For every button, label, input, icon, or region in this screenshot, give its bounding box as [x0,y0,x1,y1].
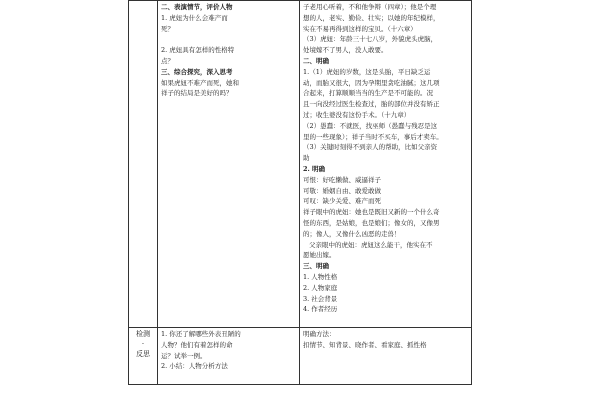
lesson-table [128,0,472,385]
left-text-line: 如果虎妞不难产而死，她和 [161,78,239,87]
right-text-line: （3）虎妞：年龄三十七八岁，外貌虎头虎脑， [303,35,438,44]
left-text-line: 点？ [161,56,174,65]
left-text-line: 祥子的结局是美好的吗？ [161,89,233,98]
left-text-heading: 二、表演情节，评价人物 [161,3,233,11]
method-heading: 明确方法： [303,330,336,338]
test-question-line: 1. 你还了解哪些外表丑陋的 [161,330,241,338]
right-text-line: 可敬：婚姻自由、敢爱敢做 [303,186,381,195]
right-text-line: 合起来，打算顺顺当当的生产是不可能的。况 [303,89,433,98]
right-column-content [303,2,468,315]
summary-line: 2. 小结：人物分析方法 [161,362,228,371]
right-text-line: 里的一些现象）；祥子当时不买车，事后才卖车。 [303,132,443,141]
method-cell [300,328,472,385]
right-text-line: 愿她出嫁。 [303,251,336,260]
right-text-line: 可叹：缺少关爱、难产而死 [303,197,381,206]
table-row [129,1,472,328]
left-text-line: 2. 虎妞具有怎样的性格特 [161,46,235,55]
left-text-line [161,34,296,45]
right-text-line: 处境嫁不了男人，没人敢要。 [303,46,388,55]
right-text-line: 子老用心听着，不和他争辩（四章）；他是个理 [303,3,437,11]
row-label-test-reflect [129,328,158,385]
right-text-line: 助 [303,154,310,163]
left-text-line: 死？ [161,24,174,33]
left-column-content [161,2,296,99]
test-question-cell [158,328,300,385]
right-text-line: 1.（1）虎妞的岁数，这是头胎，平日缺乏运 [303,67,431,76]
row-label-line: · [141,340,145,348]
right-text-line: 且一向没经过医生检查过，胎的部位并没有矫正 [303,100,440,109]
row-label-line: 检测 [136,330,150,338]
left-text-heading: 三、综合探究，深入思考 [161,67,233,76]
right-text-line: 想的人，老实、勤俭、壮实；以她的年纪模样， [303,13,440,22]
right-text-line: 怪的东西，是姑娘，也是娘们；像女的，又像男 [303,218,440,227]
right-text-line: 3. 社会背景 [303,294,338,303]
right-text-line: 实在不易再得到这样的宝贝。（十六章） [303,24,417,33]
right-text-line: 父亲眼中的虎妞：虎妞这么能干，他实在不 [309,240,433,249]
right-text-heading: 2. 明确 [303,164,326,173]
row-label-line: 反思 [136,350,150,358]
row-label-empty [129,1,158,328]
right-text-line: （2）愚蠢：不就医，找巫师（愚蠢与残忍是这 [303,121,438,130]
right-text-line: 2. 人物家庭 [303,283,338,292]
right-text-line: 4. 作者经历 [303,305,338,314]
right-text-line: 祥子眼中的虎妞：她也是既旧又新的一个什么奇 [303,208,440,217]
right-text-line: 1. 人物性格 [303,272,338,281]
left-column-cell [158,1,300,328]
right-text-heading: 二、明确 [303,56,329,65]
right-text-line: 动，而胎又很大，因为孕期里贪吃油腻；这几项 [303,78,440,87]
right-text-line: 过；收生婆没有这份手术。（十九章） [303,110,411,119]
test-question-line: 运？试举一例。 [161,351,207,360]
right-text-line: 的；像人，又像什么凶恶的走兽！ [303,229,401,238]
right-text-line: （3）关键时刻得不到亲人的帮助，比如父亲资 [303,143,438,152]
table-row [129,328,472,385]
method-list: 扣情节、知背景、晓作者、看家庭、抓性格 [303,340,427,349]
right-text-line: 可恨：好吃懒做、威逼祥子 [303,175,381,184]
right-column-cell [300,1,472,328]
test-question-line: 人物？他们有着怎样的命 [161,340,233,349]
right-text-heading: 三、明确 [303,262,329,271]
left-text-line: 1. 虎妞为什么会难产而 [161,13,228,22]
